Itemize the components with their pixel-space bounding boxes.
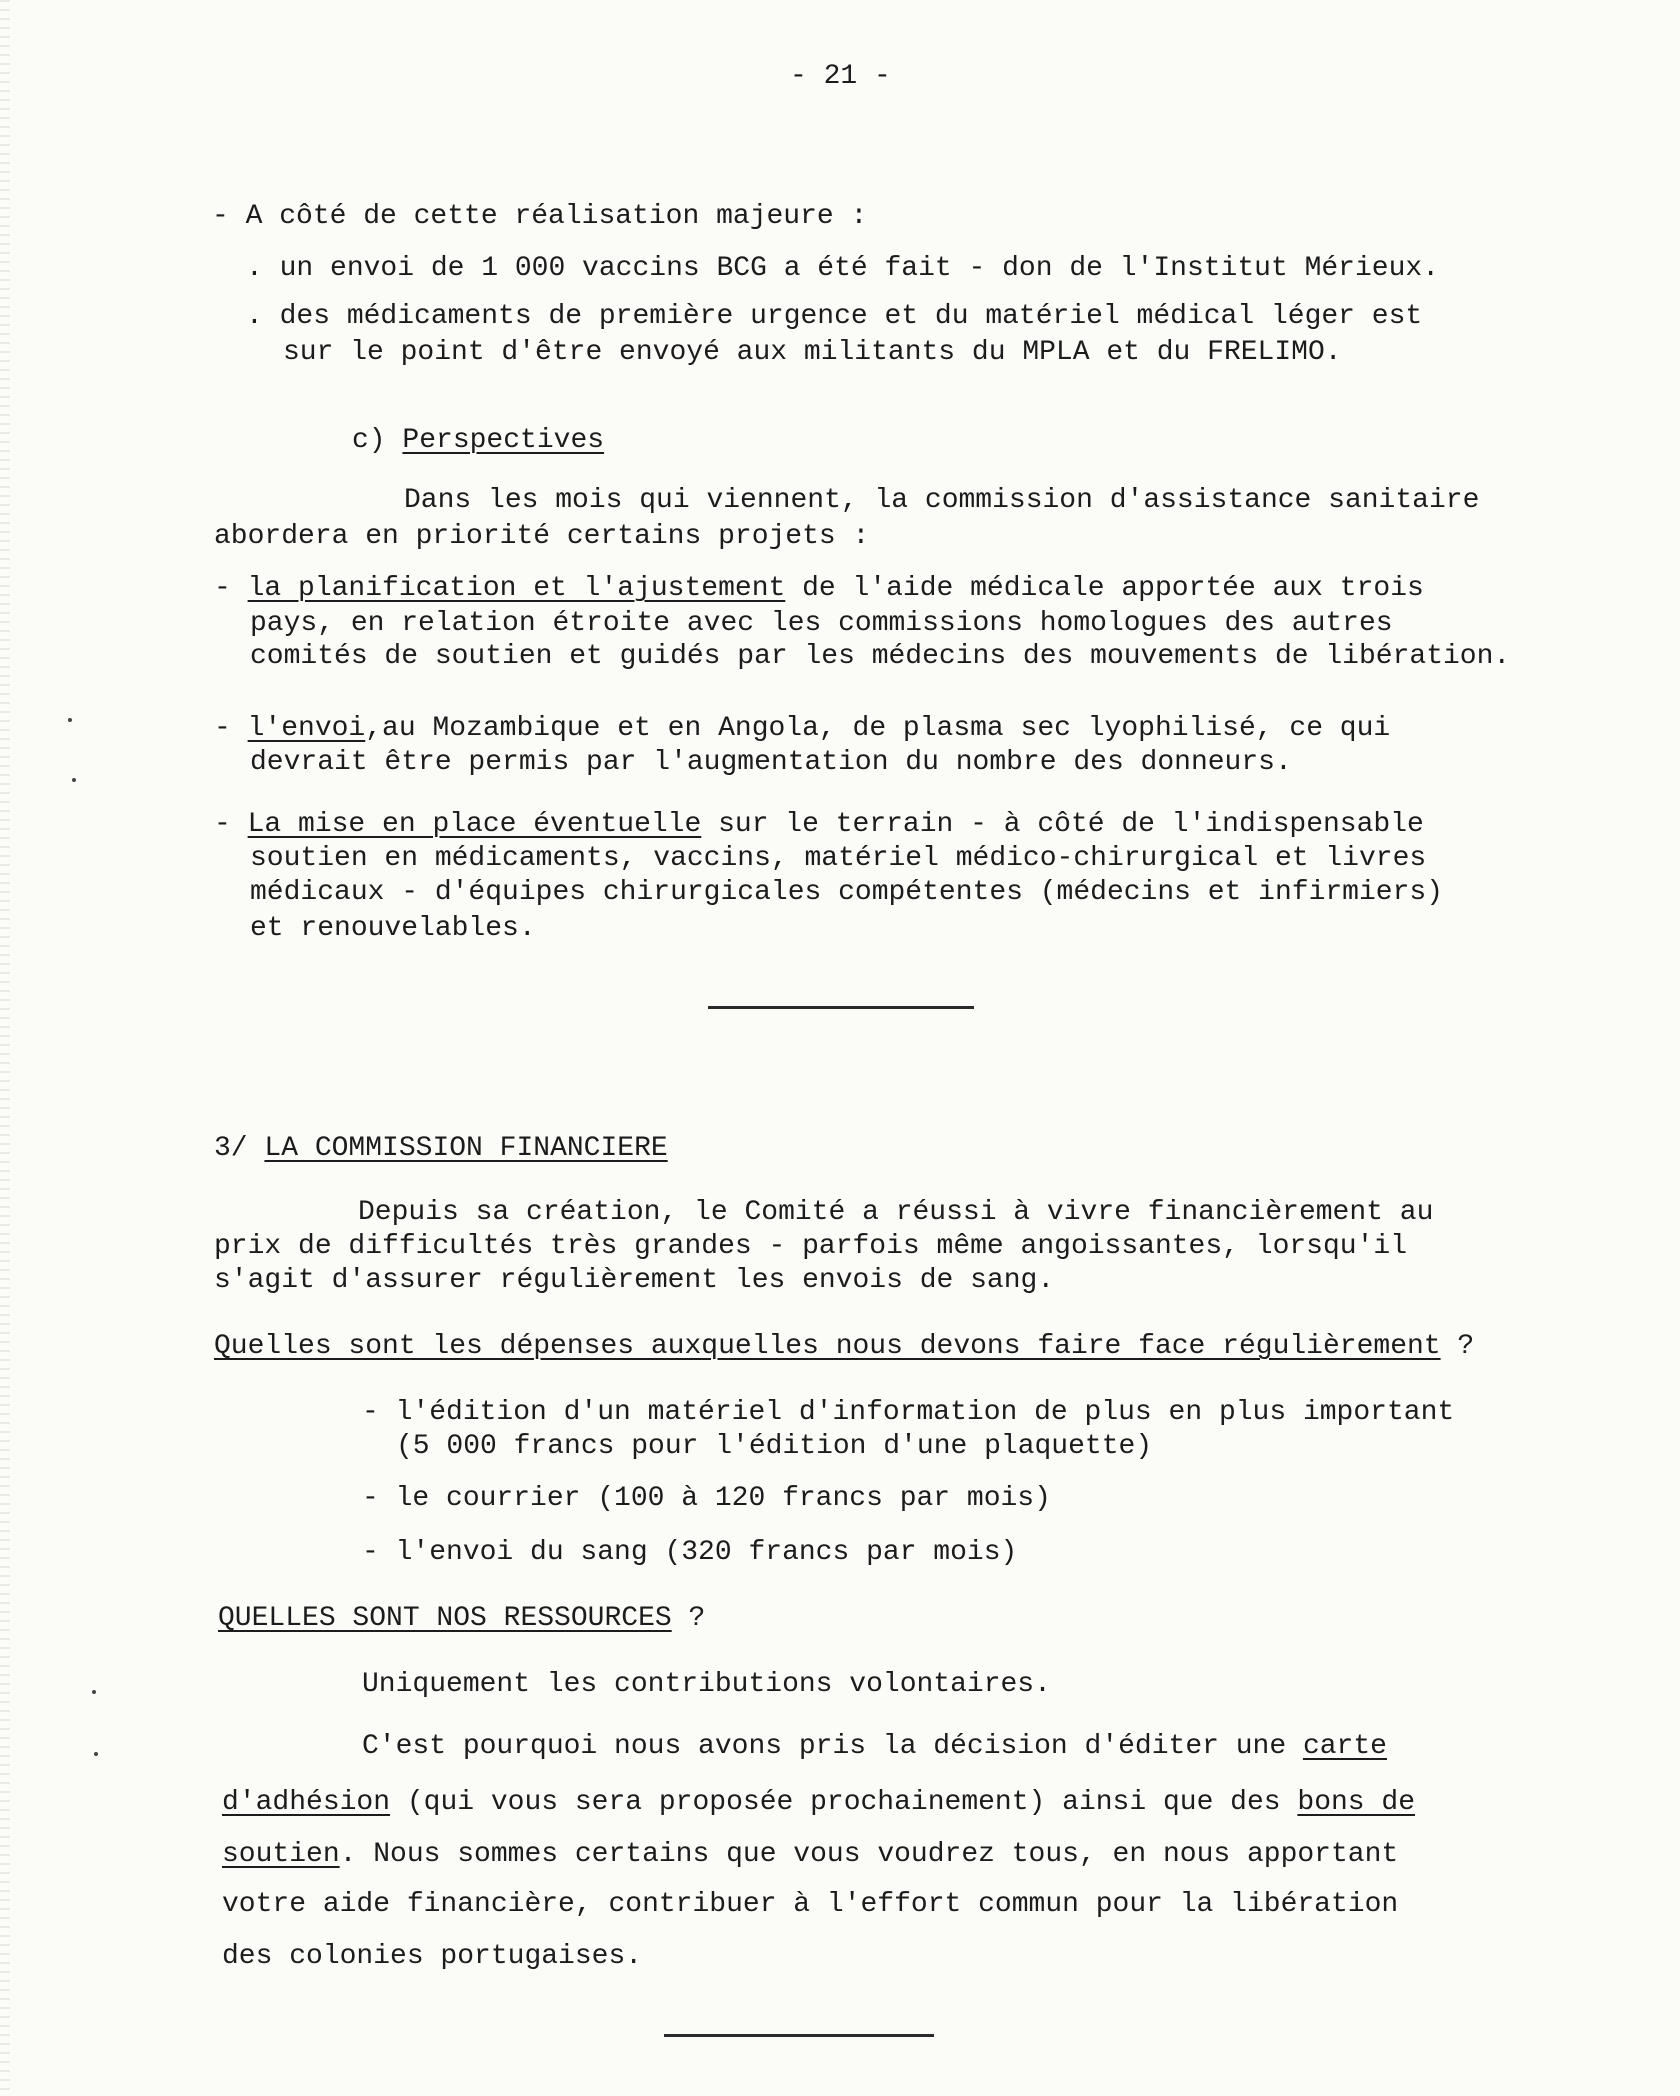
section3-title: LA COMMISSION FINANCIERE	[264, 1133, 668, 1164]
closing-line: des colonies portugaises.	[222, 1941, 643, 1972]
scan-speck	[68, 718, 72, 722]
expense-item-edition: - l'édition d'un matériel d'information de plus en plus important	[362, 1397, 1455, 1428]
perspectives-intro-line2: abordera en priorité certains projets :	[214, 521, 870, 552]
question-ressources: QUELLES SONT NOS RESSOURCES ?	[218, 1603, 706, 1634]
intro-heading: - A côté de cette réalisation majeure :	[212, 201, 868, 232]
perspectives-intro-line1: Dans les mois qui viennent, la commission d'assistance sanitaire	[404, 485, 1480, 516]
section3-para-line: s'agit d'assurer régulièrement les envois de sang.	[214, 1265, 1055, 1296]
intro-bullet-medicaments: . des médicaments de première urgence et du matériel médical léger est	[246, 301, 1423, 332]
expense-item-edition-cont: (5 000 francs pour l'édition d'une plaquette)	[396, 1431, 1153, 1462]
perspective-item-line: soutien en médicaments, vaccins, matériel médico-chirurgical et livres	[250, 843, 1427, 874]
perspective-item-lead: l'envoi	[247, 713, 366, 744]
question-depenses: Quelles sont les dépenses auxquelles nous devons faire face régulièrement ?	[214, 1331, 1475, 1362]
perspective-item-envoi: - l'envoi,au Mozambique et en Angola, de plasma sec lyophilisé, ce qui	[214, 713, 1391, 744]
perspective-item-line: médicaux - d'équipes chirurgicales compétentes (médecins et infirmiers)	[250, 877, 1443, 908]
perspective-item-lead: la planification et l'ajustement	[247, 573, 786, 604]
closing-line: d'adhésion (qui vous sera proposée prochainement) ainsi que des bons de	[222, 1787, 1416, 1818]
perspective-item-line: comités de soutien et guidés par les médecins des mouvements de libération.	[250, 641, 1511, 672]
section3-para-line: prix de difficultés très grandes - parfois même angoissantes, lorsqu'il	[214, 1231, 1407, 1262]
perspectives-heading	[352, 424, 604, 458]
scan-speck	[94, 1752, 98, 1756]
end-divider	[664, 2034, 934, 2037]
expense-item-sang: - l'envoi du sang (320 francs par mois)	[362, 1537, 1018, 1568]
closing-line: soutien. Nous sommes certains que vous voudrez tous, en nous apportant	[222, 1839, 1399, 1870]
scan-speck	[72, 778, 76, 782]
ressources-answer: Uniquement les contributions volontaires.	[362, 1669, 1051, 1700]
section-divider	[708, 1006, 974, 1009]
perspective-item-planification: - la planification et l'ajustement de l'aide médicale apportée aux trois	[214, 573, 1424, 604]
intro-bullet-vaccins: . un envoi de 1 000 vaccins BCG a été fait - don de l'Institut Mérieux.	[246, 253, 1439, 284]
perspectives-label: c)	[352, 425, 403, 456]
perspective-item-mise-en-place: - La mise en place éventuelle sur le terrain - à côté de l'indispensable	[214, 809, 1424, 840]
section3-heading	[214, 1132, 668, 1166]
intro-bullet-medicaments-cont: sur le point d'être envoyé aux militants du MPLA et du FRELIMO.	[283, 337, 1342, 368]
perspective-item-line: et renouvelables.	[250, 913, 536, 944]
expense-item-courrier: - le courrier (100 à 120 francs par mois)	[362, 1483, 1051, 1514]
perspective-item-line: devrait être permis par l'augmentation du nombre des donneurs.	[250, 747, 1292, 778]
page-number: - 21 -	[790, 61, 891, 92]
scan-speck	[92, 1690, 96, 1694]
perspective-item-line: pays, en relation étroite avec les commissions homologues des autres	[250, 608, 1393, 639]
section3-para-line: Depuis sa création, le Comité a réussi à vivre financièrement au	[358, 1197, 1434, 1228]
closing-line: C'est pourquoi nous avons pris la décision d'éditer une carte	[362, 1731, 1387, 1762]
scan-margin-noise	[0, 0, 10, 2096]
section3-number: 3/	[214, 1133, 265, 1164]
closing-line: votre aide financière, contribuer à l'effort commun pour la libération	[222, 1889, 1399, 1920]
perspectives-title: Perspectives	[402, 425, 605, 456]
perspective-item-lead: La mise en place éventuelle	[247, 809, 702, 840]
